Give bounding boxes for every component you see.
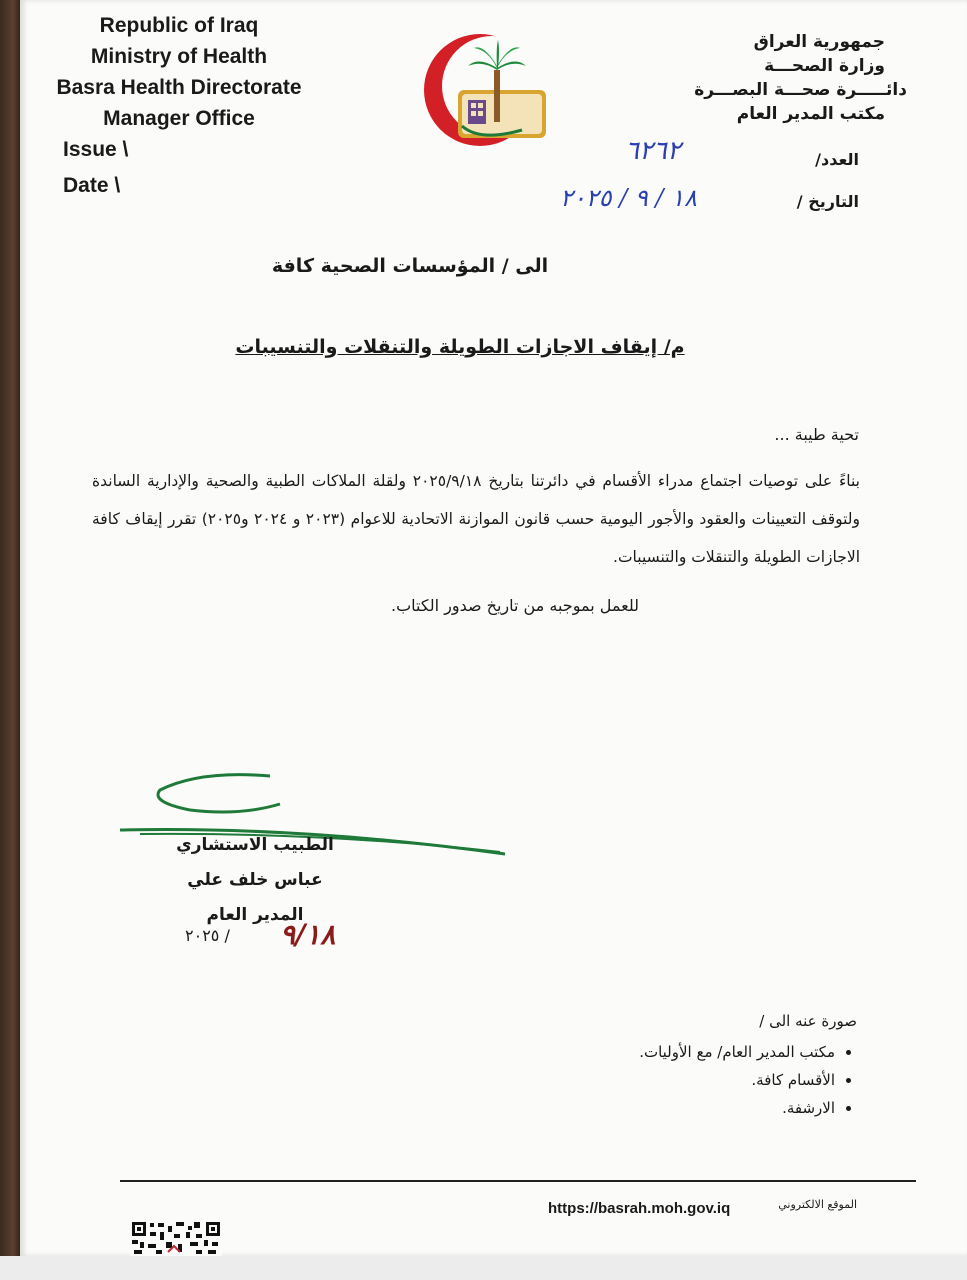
directorate-logo	[418, 30, 548, 150]
en-directorate: Basra Health Directorate	[56, 76, 302, 99]
footer-divider	[120, 1180, 916, 1182]
subject-line: م/ إيقاف الاجازات الطويلة والتنقلات والتنسيبات	[235, 336, 685, 358]
addressee: الى / المؤسسات الصحية كافة	[271, 255, 549, 277]
en-issue-label: Issue \	[63, 138, 129, 161]
signatory-title: الطبيب الاستشاري	[176, 835, 334, 855]
handwritten-date: ١٨ / ٩ / ٢٠٢٥	[560, 184, 697, 212]
signatory-position: المدير العام	[206, 905, 304, 925]
closing-line: للعمل بموجبه من تاريخ صدور الكتاب.	[391, 596, 639, 615]
cc-item: • الأقسام كافة.	[437, 1066, 835, 1094]
ar-date-label: التاريخ /	[796, 192, 859, 211]
cc-list	[437, 1038, 857, 1122]
en-date-label: Date \	[63, 174, 121, 197]
greeting: تحية طيبة ...	[774, 425, 859, 444]
ar-directorate: دائـــــرة صحـــة البصـــرة	[694, 80, 907, 100]
ar-office: مكتب المدير العام	[736, 104, 885, 124]
footer-website-link[interactable]: https://basrah.moh.gov.iq	[548, 1200, 731, 1217]
cc-item: • مكتب المدير العام/ مع الأوليات.	[437, 1038, 835, 1066]
screen-bottom-strip	[0, 1256, 967, 1280]
signatory-name: عباس خلف علي	[187, 870, 323, 890]
en-country: Republic of Iraq	[99, 14, 259, 37]
arabic-letterhead	[625, 30, 907, 126]
signature-date-handwritten: ٩/١٨	[280, 918, 336, 951]
cc-item: • الارشفة.	[437, 1094, 835, 1122]
ar-number-label: العدد/	[815, 150, 859, 169]
cc-title: صورة عنه الى /	[759, 1012, 857, 1030]
footer-site-label: الموقع الالكتروني	[778, 1198, 857, 1211]
signature-date-printed: / ٢٠٢٥	[185, 926, 230, 945]
en-office: Manager Office	[103, 107, 255, 130]
desk-background	[0, 0, 22, 1270]
ar-country: جمهورية العراق	[753, 32, 885, 52]
ar-ministry: وزارة الصحـــة	[764, 56, 885, 76]
en-ministry: Ministry of Health	[90, 45, 268, 68]
letter-body: بناءً على توصيات اجتماع مدراء الأقسام في دائرتنا بتاريخ ٢٠٢٥/٩/١٨ ولقلة الملاكات الطبية والصحية والإدارية الساندة ولتوقف التعيينات والعقود والأجور اليومية حسب قانون الموازنة الاتحادية للاعوام (٢٠٢٣ و ٢٠٢٤ و٢٠٢٥) تقرر إيقاف كافة الاجازات الطويلة والتنقلات والتنسيبات.	[92, 472, 860, 566]
carbon-copy-section	[437, 1012, 857, 1122]
english-letterhead	[44, 10, 314, 134]
handwritten-issue-number: ٦٢٦٢	[625, 136, 681, 166]
qr-code[interactable]	[130, 1220, 222, 1256]
